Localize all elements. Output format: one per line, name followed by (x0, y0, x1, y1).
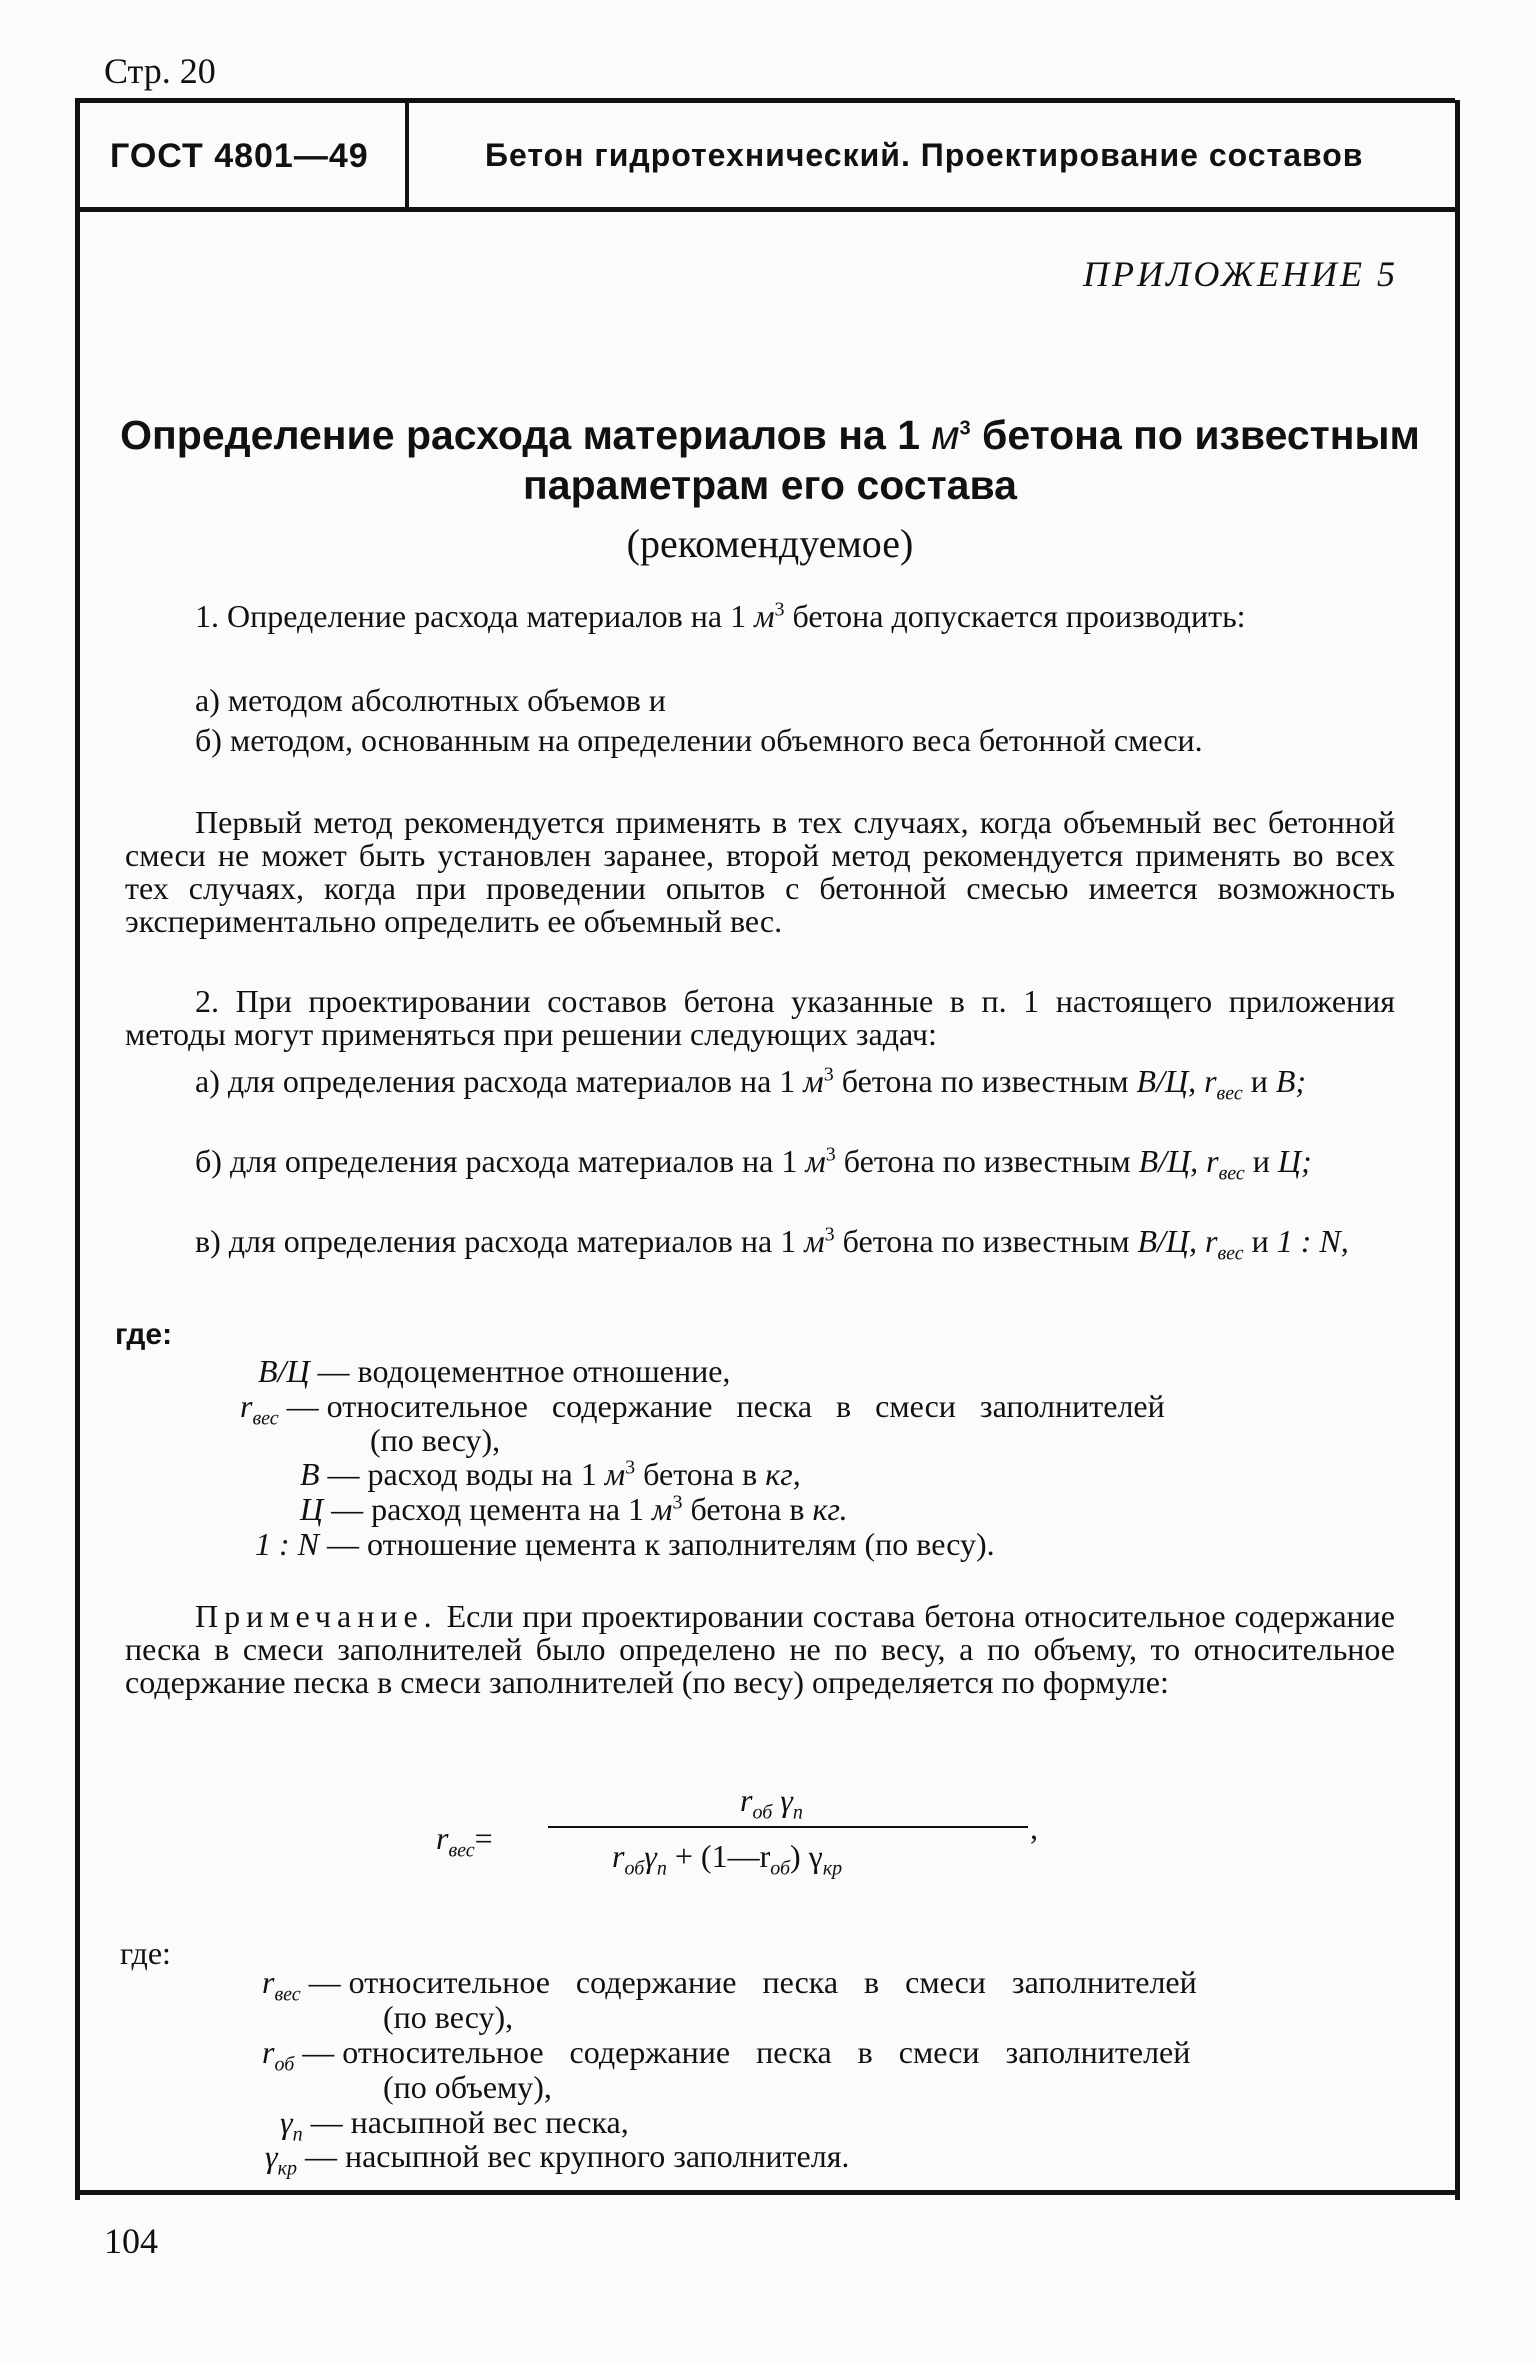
gost-number: ГОСТ 4801—49 (110, 137, 369, 175)
formula-tail: , (1030, 1810, 1038, 1846)
paragraph-2c: в) для определения расхода материалов на 1 $м^3$ бетона по известным В/Ц, $r_{вес}$ и 1 : N, (195, 1223, 1349, 1265)
legend-item: 1 : N — отношение цемента к заполнителям (по весу). (255, 1526, 995, 1562)
footer-rule (75, 2190, 1455, 2195)
note-paragraph: Примечание. Если при проектировании состава бетона относительное содержание песка в смеси заполнителей было определено не по весу, а по объему, то относительное содержание песка в смеси заполнителей (по весу) определяется по формуле: (125, 1598, 1395, 1700)
paragraph-2: 2. При проектировании составов бетона указанные в п. 1 настоящего приложения методы могут применяться при решении следующих задач: (125, 983, 1395, 1052)
paragraph-1b: б) методом, основанным на определении объемного веса бетонной смеси. (195, 722, 1203, 758)
legend-item: В/Ц — водоцементное отношение, (258, 1353, 731, 1389)
legend-item: (по весу), (370, 1422, 501, 1458)
where-label-1: где: (115, 1318, 173, 1351)
formula-lhs: $r_{вес}=$ (436, 1820, 493, 1862)
legend-item: $r_{вес}$ — относительное содержание песка в смеси заполнителей (262, 1964, 1197, 2006)
legend-item: (по весу), (383, 1999, 514, 2035)
header-divider (405, 103, 409, 208)
legend-item: $r_{об}$ — относительное содержание песка в смеси заполнителей (262, 2034, 1191, 2076)
appendix-label: ПРИЛОЖЕНИЕ 5 (1083, 254, 1398, 294)
paragraph-1a: а) методом абсолютных объемов и (195, 682, 666, 718)
paragraph-1c: Первый метод рекомендуется применять в тех случаях, когда объемный вес бетонной смеси не может быть установлен заранее, второй метод рекомендуется применять во всех тех случаях, когда при проведении опытов с бетонной смесью имеется возможность экспериментально определить ее объемный вес. (125, 804, 1395, 939)
legend-item: $\gamma_{кр}$ — насыпной вес крупного заполнителя. (265, 2138, 850, 2180)
paragraph-2b: б) для определения расхода материалов на 1 $м^3$ бетона по известным В/Ц, $r_{вес}$ и Ц; (195, 1143, 1312, 1185)
where-label-2: где: (120, 1935, 171, 1971)
legend-item: $\gamma_п$ — насыпной вес песка, (280, 2104, 629, 2146)
legend-item: В — расход воды на 1 $м^3$ бетона в кг, (300, 1456, 801, 1492)
document-subtitle: (рекомендуемое) (626, 521, 914, 566)
document-title: Определение расхода материалов на 1 $м^3$ бетона по известным параметрам его состава (120, 412, 1420, 508)
header-top-rule (75, 98, 1455, 103)
page-header-number: Стр. 20 (104, 51, 216, 91)
header-title: Бетон гидротехнический. Проектирование составов (485, 137, 1364, 173)
legend-item: $r_{вес}$ — относительное содержание песка в смеси заполнителей (240, 1388, 1165, 1430)
legend-item: (по объему), (383, 2069, 552, 2105)
legend-item: Ц — расход цемента на 1 $м^3$ бетона в кг. (300, 1491, 848, 1527)
paragraph-2a: а) для определения расхода материалов на 1 $м^3$ бетона по известным В/Ц, $r_{вес}$ и В; (195, 1063, 1307, 1105)
page-number: 104 (104, 2221, 158, 2261)
fraction-bar (548, 1826, 1028, 1828)
formula-denominator: $r_{об}\gamma_п$ + $(1—r_{об})$ $\gamma_{кр}$ (612, 1838, 843, 1880)
formula-numerator: $r_{об}$ $\gamma_п$ (740, 1782, 803, 1824)
paragraph-1: 1. Определение расхода материалов на 1 $м^3$ бетона допускается производить: (195, 598, 1246, 634)
header-bottom-rule (75, 207, 1455, 212)
